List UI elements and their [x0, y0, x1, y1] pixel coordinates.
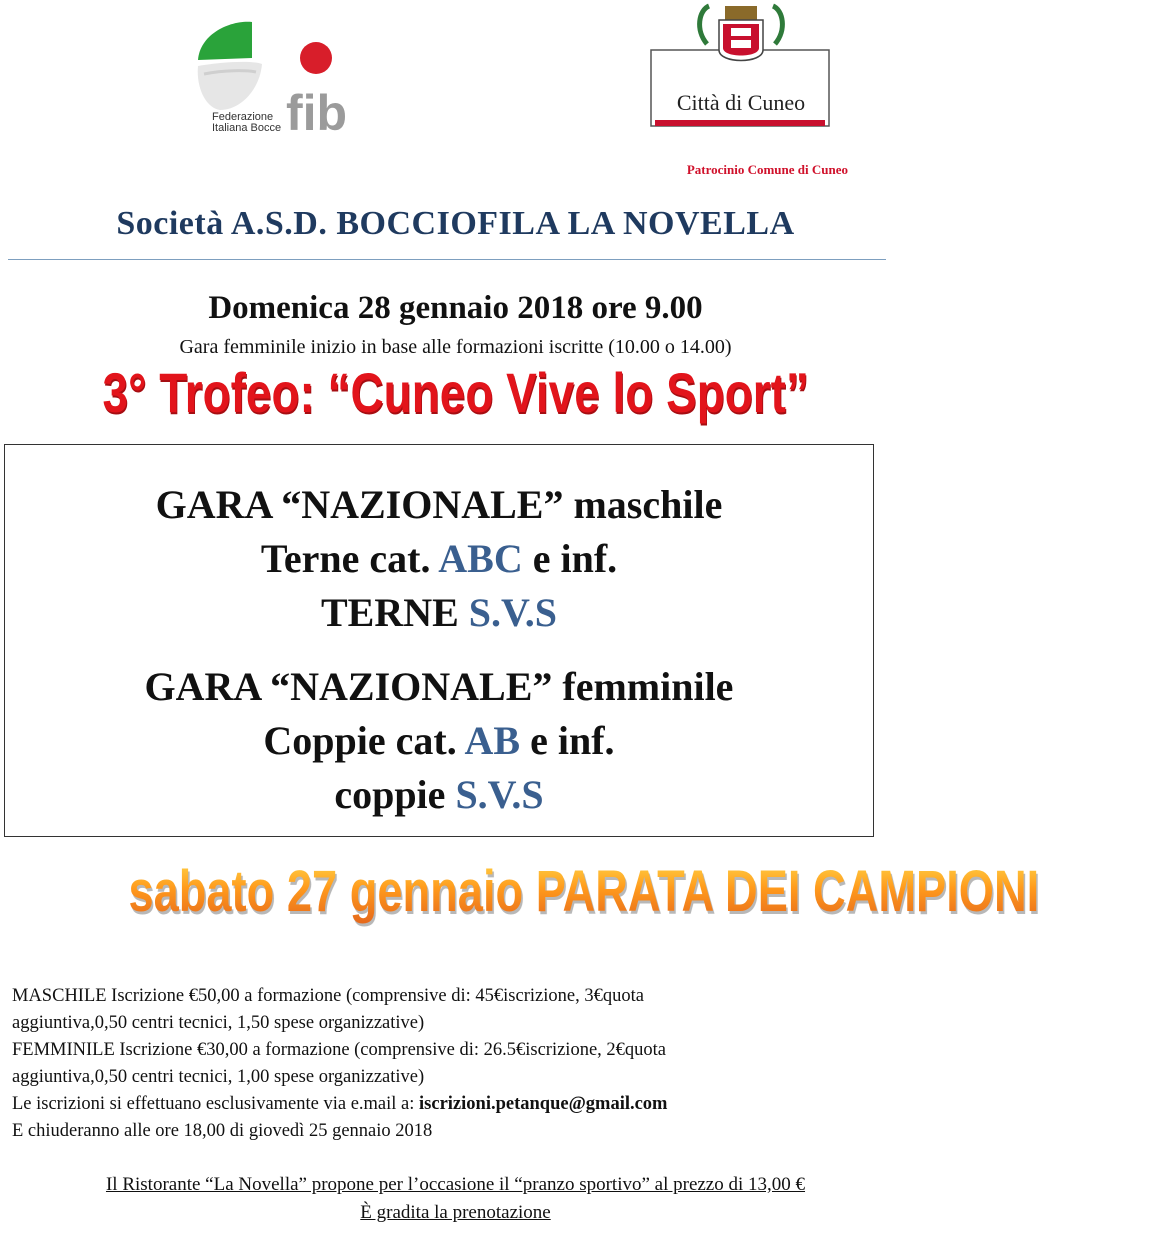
female-category-value: AB — [464, 718, 521, 763]
male-category-prefix: Terne cat. — [260, 536, 439, 581]
female-svs-value: S.V.S — [455, 772, 544, 817]
male-svs-prefix: TERNE — [320, 590, 469, 635]
male-category-suffix: e inf. — [522, 536, 618, 581]
female-fee-line-1: FEMMINILE Iscrizione €30,00 a formazione (comprensive di: 26.5€iscrizione, 2€quota — [12, 1040, 667, 1060]
email-address[interactable]: iscrizioni.petanque@gmail.com — [419, 1094, 668, 1114]
female-category — [5, 717, 873, 764]
fib-line2: Italiana Bocce — [212, 122, 282, 134]
fib-logo — [190, 18, 380, 141]
email-prefix: Le iscrizioni si effettuano esclusivamente via e.mail a: — [12, 1094, 420, 1114]
male-category-value: ABC — [438, 536, 523, 581]
race-box — [4, 444, 874, 837]
male-category — [5, 535, 873, 582]
parade-banner — [0, 858, 1040, 948]
female-fee-line-2: aggiuntiva,0,50 centri tecnici, 1,00 spese organizzative) — [12, 1067, 425, 1087]
divider — [8, 259, 886, 260]
fib-line1: Federazione — [212, 111, 274, 123]
male-fee-line-1: MASCHILE Iscrizione €50,00 a formazione (comprensive di: 45€iscrizione, 3€quota — [12, 986, 644, 1006]
male-race-title: GARA “NAZIONALE” maschile — [155, 482, 723, 527]
male-svs — [5, 589, 873, 636]
society-name: Società A.S.D. BOCCIOFILA LA NOVELLA — [116, 205, 795, 242]
female-svs-prefix: coppie — [334, 772, 456, 817]
deadline-line: E chiuderanno alle ore 18,00 di giovedì 25 gennaio 2018 — [12, 1121, 433, 1141]
female-start-note: Gara femminile inizio in base alle formazioni iscritte (10.00 o 14.00) — [179, 336, 732, 358]
female-svs — [5, 771, 873, 818]
cuneo-name: Città di Cuneo — [676, 90, 806, 115]
male-fee-line-2: aggiuntiva,0,50 centri tecnici, 1,50 spese organizzative) — [12, 1013, 425, 1033]
parade-text: sabato 27 gennaio PARATA DEI CAMPIONI — [128, 859, 1040, 924]
cuneo-crest-logo — [645, 2, 837, 132]
event-date: Domenica 28 gennaio 2018 ore 9.00 — [208, 290, 703, 326]
trophy-text: 3° Trofeo: “Cuneo Vive lo Sport” — [102, 361, 809, 424]
registration-info — [12, 983, 892, 1145]
male-svs-value: S.V.S — [468, 590, 558, 635]
reservation-note: È gradita la prenotazione — [360, 1202, 551, 1223]
fib-mark: fib — [286, 85, 348, 141]
email-line — [12, 1091, 892, 1118]
female-race-title: GARA “NAZIONALE” femminile — [144, 664, 734, 709]
patrocinio-text: Patrocinio Comune di Cuneo — [686, 162, 848, 177]
female-category-suffix: e inf. — [520, 718, 615, 763]
restaurant-footer — [0, 1171, 911, 1227]
restaurant-offer: Il Ristorante “La Novella” propone per l’occasione il “pranzo sportivo” al prezzo di 13,00 € — [105, 1174, 806, 1195]
trophy-title — [0, 360, 911, 440]
female-category-prefix: Coppie cat. — [263, 718, 465, 763]
